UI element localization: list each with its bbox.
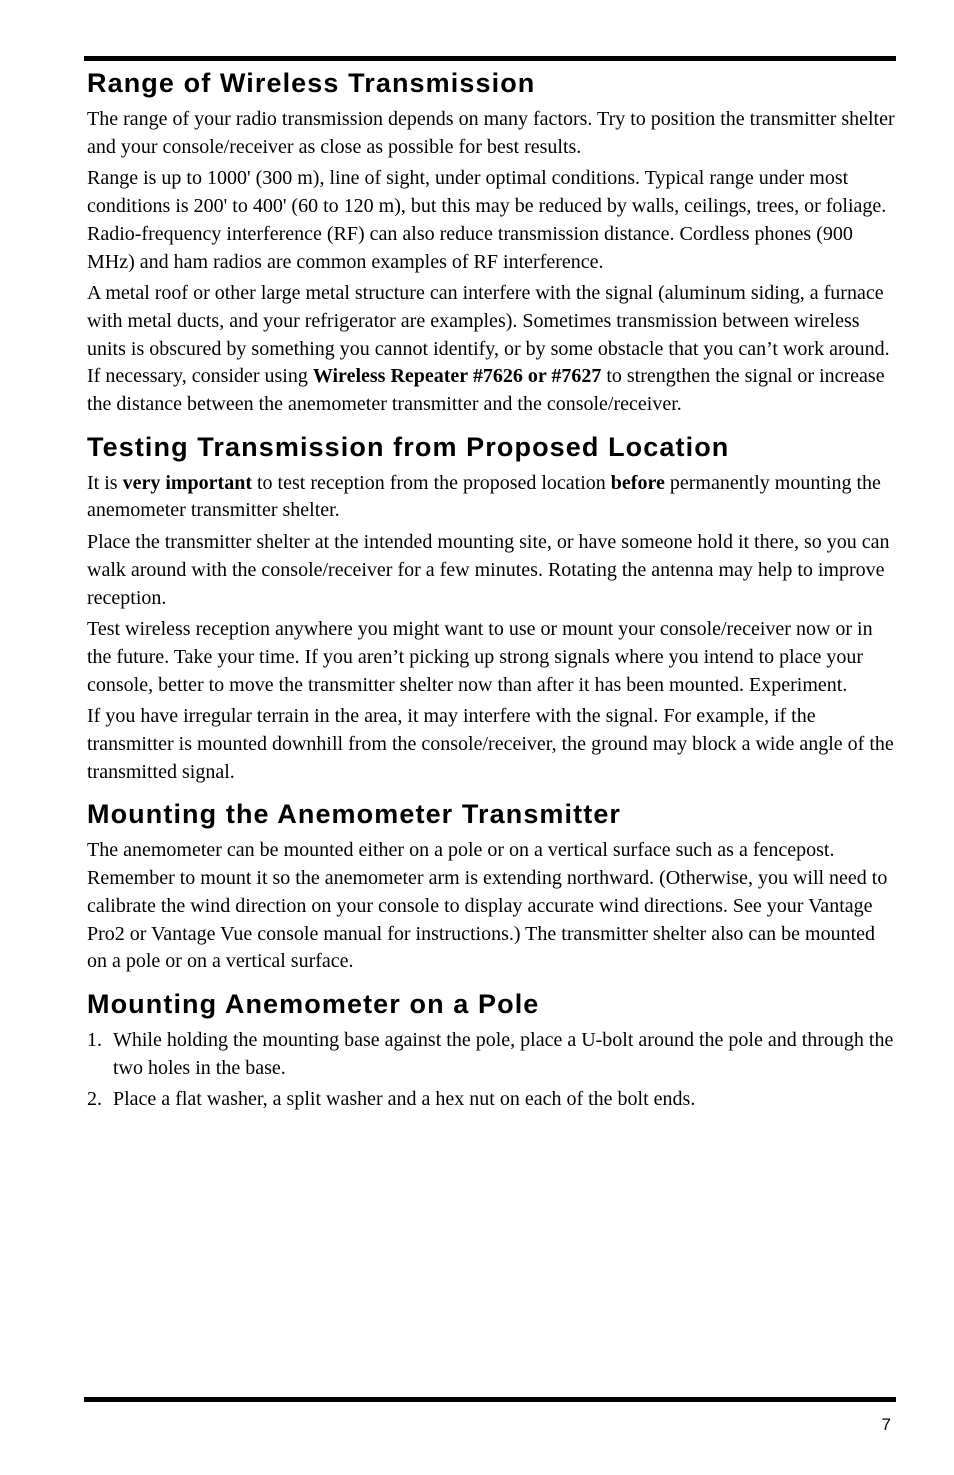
section-heading: Range of Wireless Transmission bbox=[87, 68, 536, 98]
section-heading: Mounting the Anemometer Transmitter bbox=[87, 799, 622, 830]
step-text: Place a flat washer, a split washer and a hex nut on each of the bolt ends. bbox=[113, 1088, 696, 1111]
step-number: 2. bbox=[87, 1088, 102, 1111]
text-run: It is bbox=[87, 471, 123, 494]
bold-text: very important bbox=[122, 471, 252, 494]
paragraph: The anemometer can be mounted either on a pole or on a vertical surface such as a fencepost. Remember to mount it so the anemometer arm is extending northward. (Otherwise, you will need to calibrate the wind direction on your console to display accurate wind directions. See your Vantage Pro2 or Vantage Vue console manual for instructions.) The transmitter shelter also can be mounted on a pole or on a vertical surface. bbox=[87, 839, 888, 973]
steps-list bbox=[87, 1027, 895, 1114]
list-item bbox=[87, 1086, 895, 1114]
paragraph: If you have irregular terrain in the area, it may interfere with the signal. For example, if the transmitter is mounted downhill from the console/receiver, the ground may block a wide angle of the transmitted signal. bbox=[87, 705, 894, 783]
paragraph: Place the transmitter shelter at the intended mounting site, or have someone hold it there, so you can walk around with the console/receiver for a few minutes. Rotating the antenna may help to improve reception. bbox=[87, 531, 890, 609]
section-range bbox=[87, 66, 895, 419]
step-number: 1. bbox=[87, 1028, 102, 1051]
text-run: A metal roof or other large metal structure can interfere with the signal (aluminum siding, a furnace with metal ducts, and your refrigerator are examples). Sometimes transmission between wireless units is obscured by something you cannot identify, or by some obstacle that you can’t work around. If necessary, consider using bbox=[87, 282, 890, 388]
section-testing bbox=[87, 430, 895, 787]
paragraph bbox=[87, 470, 895, 525]
paragraph: Test wireless reception anywhere you might want to use or mount your console/receiver now or in the future. Take your time. If you aren’t picking up strong signals where you intend to place your console, better to move the transmitter shelter now than after it has been mounted. Experiment. bbox=[87, 618, 873, 696]
paragraph bbox=[87, 280, 895, 419]
section-heading: Mounting Anemometer on a Pole bbox=[87, 988, 540, 1019]
text-run: to strengthen the signal or increase the distance between the anemometer transmitter and the console/receiver. bbox=[87, 365, 885, 416]
section-mounting bbox=[87, 797, 895, 976]
bold-text: before bbox=[610, 471, 665, 494]
bold-text: Wireless Repeater #7626 or #7627 bbox=[312, 365, 602, 388]
text-run: to test reception from the proposed location bbox=[251, 471, 611, 494]
text-run: permanently mounting the anemometer transmitter shelter. bbox=[87, 471, 881, 522]
paragraph: The range of your radio transmission depends on many factors. Try to position the transmitter shelter and your console/receiver as close as possible for best results. bbox=[87, 108, 895, 158]
section-pole bbox=[87, 987, 895, 1114]
section-heading: Testing Transmission from Proposed Location bbox=[87, 431, 730, 462]
page-content bbox=[87, 66, 895, 1118]
step-text: While holding the mounting base against the pole, place a U-bolt around the pole and through the two holes in the base. bbox=[113, 1028, 894, 1079]
bottom-rule bbox=[84, 1397, 896, 1402]
page-number: 7 bbox=[881, 1415, 891, 1434]
top-rule bbox=[84, 56, 896, 61]
list-item bbox=[87, 1027, 895, 1082]
paragraph: Range is up to 1000' (300 m), line of sight, under optimal conditions. Typical range under most conditions is 200' to 400' (60 to 120 m), but this may be reduced by walls, ceilings, trees, or foliage. Radio-frequency interference (RF) can also reduce transmission distance. Cordless phones (900 MHz) and ham radios are common examples of RF interference. bbox=[87, 167, 887, 273]
